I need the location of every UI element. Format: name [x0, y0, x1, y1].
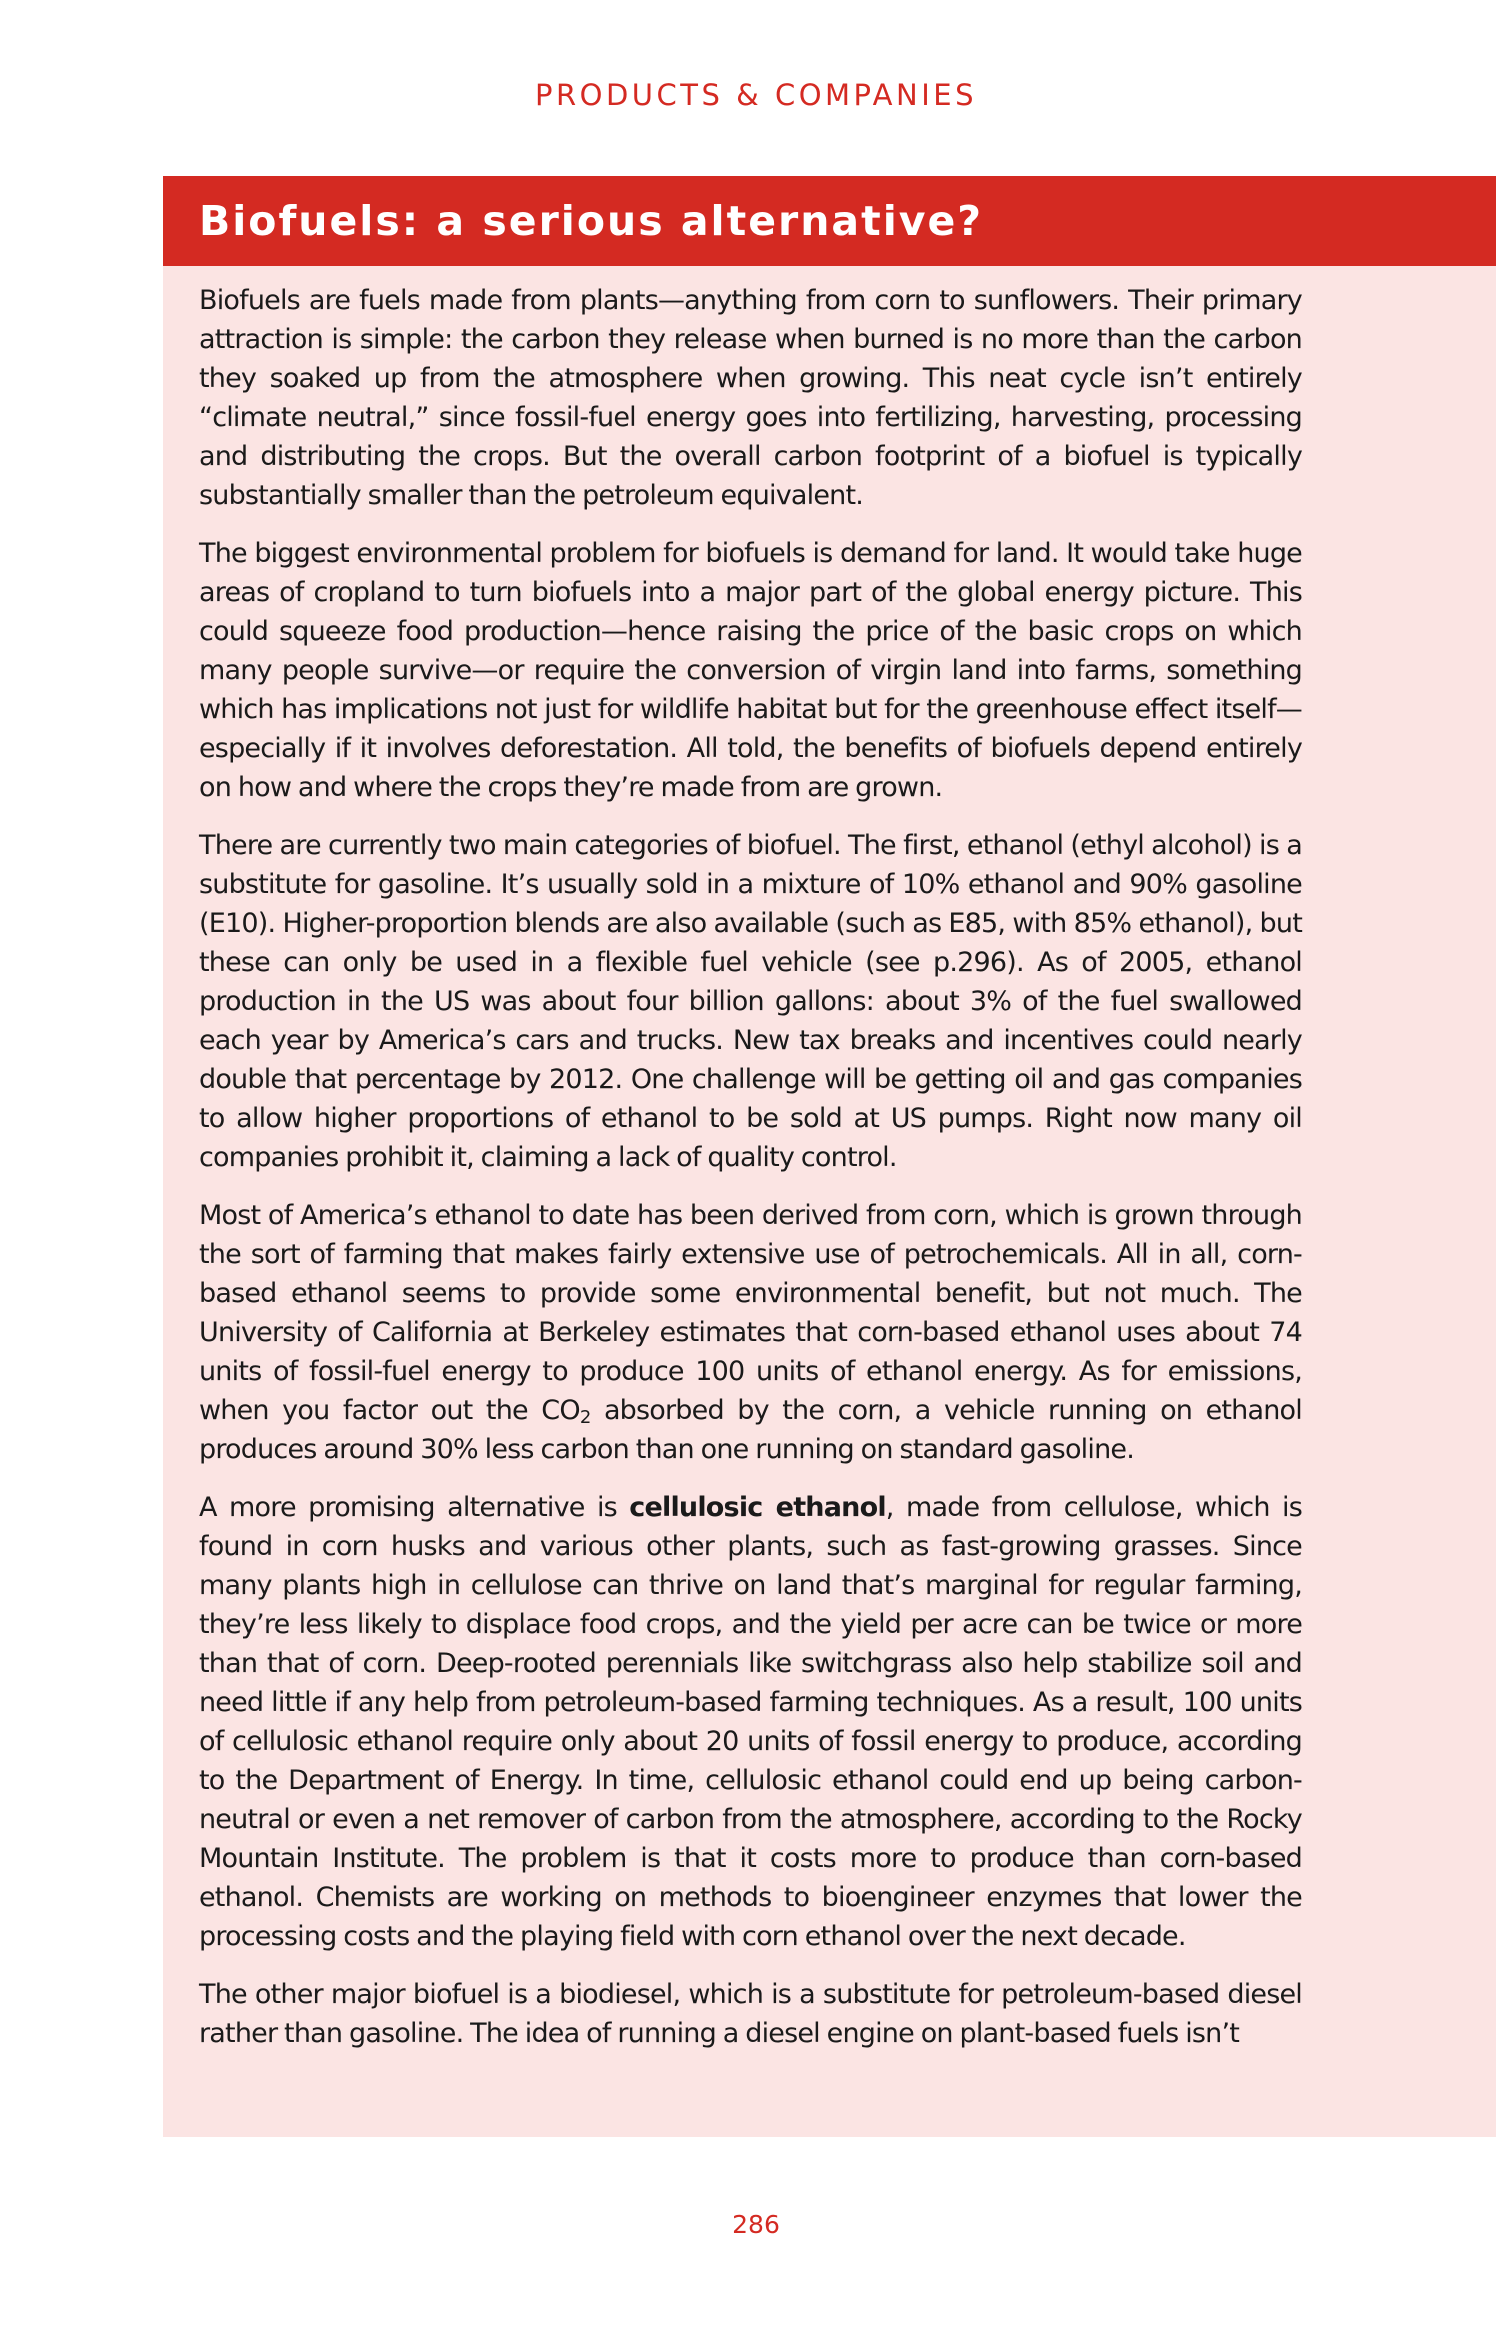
page-number: 286	[732, 2210, 780, 2239]
paragraph-text: absorbed by the corn, a vehicle running on ethanol produces around 30% less carbon than one running on standard gasoline.	[199, 1395, 1302, 1465]
sidebar-box	[163, 176, 1496, 2137]
paragraph: Biofuels are fuels made from plants—anything from corn to sunflowers. Their primary attraction is simple: the carbon they release when burned is no more than the carbon they soaked up from the atmosphere when growing. This neat cycle isn’t entirely “climate neutral,” since fossil-fuel energy goes into fertilizing, harvesting, processing and distributing the crops. But the overall carbon footprint of a biofuel is typically substantially smaller than the petroleum equivalent.	[199, 285, 1302, 511]
paragraph-text: Most of America’s ethanol to date has been derived from corn, which is grown through the sort of farming that makes fairly extensive use of petrochemicals. All in all, corn-based ethanol seems to provide some environmental benefit, but not much. The University of California at Berkeley estimates that corn-based ethanol uses about 74 units of fossil-fuel energy to produce 100 units of ethanol energy. As for emissions, when you factor out the CO	[199, 1200, 1302, 1426]
paragraph-text: A more promising alternative is	[199, 1492, 630, 1523]
bold-term: cellulosic ethanol	[629, 1492, 886, 1523]
paragraph-cellulosic	[199, 1488, 1302, 1956]
paragraph: The biggest environmental problem for biofuels is demand for land. It would take huge areas of cropland to turn biofuels into a major part of the global energy picture. This could squeeze food production—hence raising the price of the basic crops on which many people survive—or require the conversion of virgin land into farms, something which has implications not just for wildlife habitat but for the greenhouse effect itself—especially if it involves deforestation. All told, the benefits of biofuels depend entirely on how and where the crops they’re made from are grown.	[199, 538, 1302, 803]
paragraph-text: , made from cellulose, which is found in corn husks and various other plants, such as fast-growing grasses. Since many plants high in cellulose can thrive on land that’s marginal for regular farming, they’re less likely to displace food crops, and the yield per acre can be twice or more than that of corn. Deep-rooted perennials like switchgrass also help stabilize soil and need little if any help from petroleum-based farming techniques. As a result, 100 units of cellulosic ethanol require only about 20 units of fossil energy to produce, according to the Department of Energy. In time, cellulosic ethanol could end up being carbon-neutral or even a net remover of carbon from the atmosphere, according to the Rocky Mountain Institute. The problem is that it costs more to produce than corn-based ethanol. Chemists are working on methods to bioengineer enzymes that lower the processing costs and the playing field with corn ethanol over the next decade.	[199, 1492, 1302, 1952]
paragraph: The other major biofuel is a biodiesel, which is a substitute for petroleum-based diesel rather than gasoline. The idea of running a diesel engine on plant-based fuels isn’t	[199, 1979, 1302, 2049]
running-head: PRODUCTS & COMPANIES	[535, 78, 977, 112]
paragraph: There are currently two main categories of biofuel. The first, ethanol (ethyl alcohol) is a substitute for gasoline. It’s usually sold in a mixture of 10% ethanol and 90% gasoline (E10). Higher-proportion blends are also available (such as E85, with 85% ethanol), but these can only be used in a flexible fuel vehicle (see p.296). As of 2005, ethanol production in the US was about four billion gallons: about 3% of the fuel swallowed each year by America’s cars and trucks. New tax breaks and incentives could nearly double that percentage by 2012. One challenge will be getting oil and gas companies to allow higher proportions of ethanol to be sold at US pumps. Right now many oil companies prohibit it, claiming a lack of quality control.	[199, 830, 1302, 1173]
box-body	[163, 281, 1496, 2053]
box-title: Biofuels: a serious alternative?	[163, 176, 1496, 266]
subscript: 2	[579, 1407, 591, 1428]
paragraph-emissions	[199, 1196, 1302, 1469]
